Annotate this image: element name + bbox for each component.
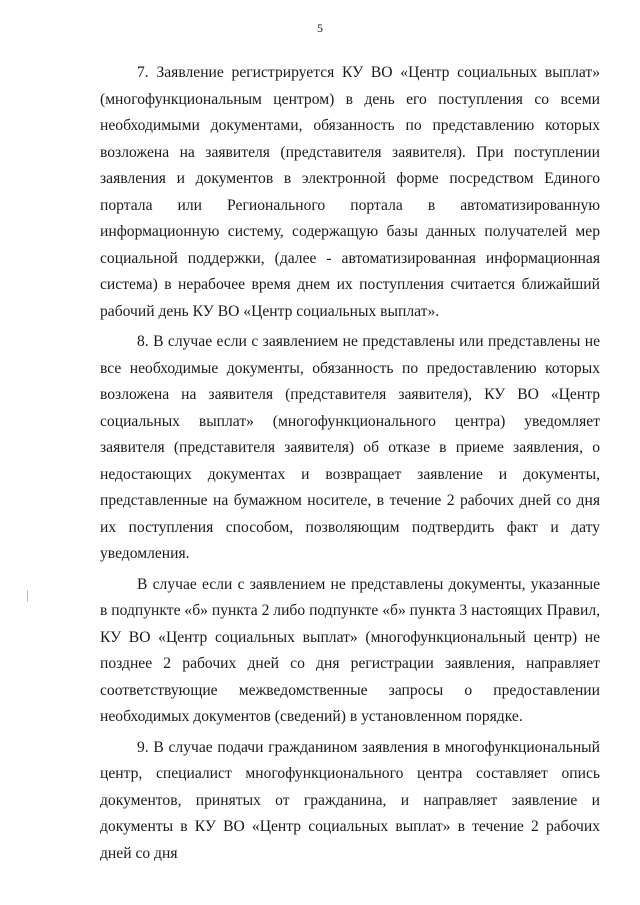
paragraph-8-continuation: В случае если с заявлением не представлены документы, указанные в подпункте «б» пункта 2 либо подпункте «б» пункта 3 настоящих Правил, КУ ВО «Центр социальных выплат» (многофункциональный центр) не позднее 2 рабочих дней со дня регистрации заявления, направляет соответствующие межведомственные запросы о предоставлении необходимых документов (сведений) в установленном порядке. <box>100 575 600 725</box>
paragraph-8: 8. В случае если с заявлением не представлены или представлены не все необходимые документы, обязанность по предоставлению которых возложена на заявителя (представителя заявителя), КУ ВО «Центр социальных выплат» (многофункционального центра) уведомляет заявителя (представителя заявителя) об отказе в приеме заявления, о недостающих документах и возвращает заявление и документы, представленные на бумажном носителе, в течение 2 рабочих дней со дня их поступления способом, позволяющим подтвердить факт и дату уведомления. <box>100 333 600 562</box>
paragraph-7: 7. Заявление регистрируется КУ ВО «Центр социальных выплат» (многофункциональным центром) в день его поступления со всеми необходимыми документами, обязанность по представлению которых возложена на заявителя (представителя заявителя). При поступлении заявления и документов в электронной форме посредством Единого портала или Регионального портала в автоматизированную информационную систему, содержащую базы данных получателей мер социальной поддержки, (далее - автоматизированная информационная система) в нерабочее время днем их поступления считается ближайший рабочий день КУ ВО «Центр социальных выплат». <box>100 64 600 320</box>
page-number: 5 <box>317 21 323 35</box>
paragraph-9: 9. В случае подачи гражданином заявления в многофункциональный центр, специалист многофункционального центра составляет опись документов, принятых от гражданина, и направляет заявление и документы в КУ ВО «Центр социальных выплат» в течение 2 рабочих дней со дня <box>100 738 600 862</box>
scan-edge-mark <box>27 590 28 602</box>
document-body <box>100 60 600 867</box>
